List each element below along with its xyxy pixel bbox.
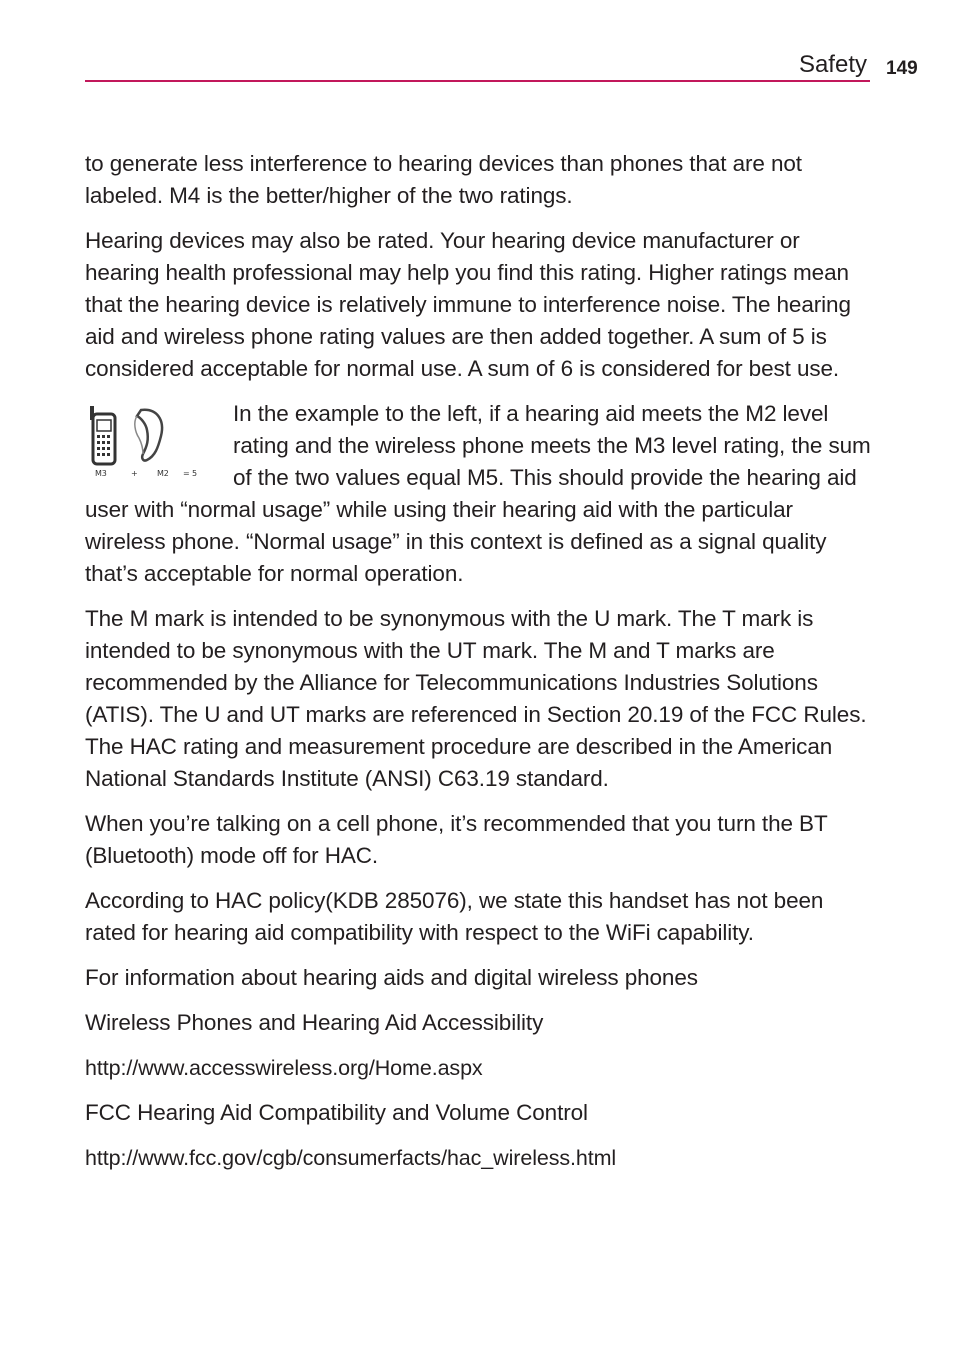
heading-fcc-hac: FCC Hearing Aid Compatibility and Volume Control <box>85 1100 588 1125</box>
section-title: Safety <box>798 51 867 78</box>
phone-icon <box>90 406 115 464</box>
page-content <box>85 148 875 1187</box>
phone-rating-label: M3 <box>95 469 107 478</box>
hac-example-figure <box>85 396 211 492</box>
paragraph-more-info: For information about hearing aids and digital wireless phones <box>85 965 698 990</box>
page-header <box>85 50 870 82</box>
paragraph-example: In the example to the left, if a hearing aid meets the M2 level rating and the wireless phone meets the M3 level rating, the sum of the two values equal M5. This should provide the hearing aid user with “normal usage” while using their hearing aid with the particular wireless phone. “Normal usage” in this context is defined as a signal quality that’s acceptable for normal operation. <box>85 401 871 586</box>
link-accesswireless[interactable]: http://www.accesswireless.org/Home.aspx <box>85 1056 483 1080</box>
paragraph-m-mark: The M mark is intended to be synonymous with the U mark. The T mark is intended to be synonymous with the UT mark. The M and T marks are recommended by the Alliance for Telecommunications Industries Solutions (ATIS). The U and UT marks are referenced in Section 20.19 of the FCC Rules. The HAC rating and measurement procedure are described in the American National Standards Institute (ANSI) C63.19 standard. <box>85 606 867 791</box>
paragraph-ratings-intro: to generate less interference to hearing devices than phones that are not labeled. M4 is the better/higher of the two ratings. <box>85 151 802 208</box>
paragraph-bluetooth: When you’re talking on a cell phone, it’s recommended that you turn the BT (Bluetooth) mode off for HAC. <box>85 811 828 868</box>
hearing-aid-icon <box>135 410 162 461</box>
page-number: 149 <box>886 58 918 79</box>
header-rule <box>85 80 870 82</box>
sum-label: = 5 <box>183 469 198 478</box>
plus-sign: + <box>131 469 138 478</box>
heading-wireless-phones: Wireless Phones and Hearing Aid Accessibility <box>85 1010 544 1035</box>
aid-rating-label: M2 <box>157 469 169 478</box>
paragraph-hearing-devices: Hearing devices may also be rated. Your hearing device manufacturer or hearing health professional may help you find this rating. Higher ratings mean that the hearing device is relatively immune to interference noise. The hearing aid and wireless phone rating values are then added together. A sum of 5 is considered acceptable for normal use. A sum of 6 is considered for best use. <box>85 228 851 381</box>
paragraph-hac-policy: According to HAC policy(KDB 285076), we state this handset has not been rated for hearing aid compatibility with respect to the WiFi capability. <box>85 888 824 945</box>
link-fcc-hac[interactable]: http://www.fcc.gov/cgb/consumerfacts/hac_wireless.html <box>85 1146 617 1170</box>
